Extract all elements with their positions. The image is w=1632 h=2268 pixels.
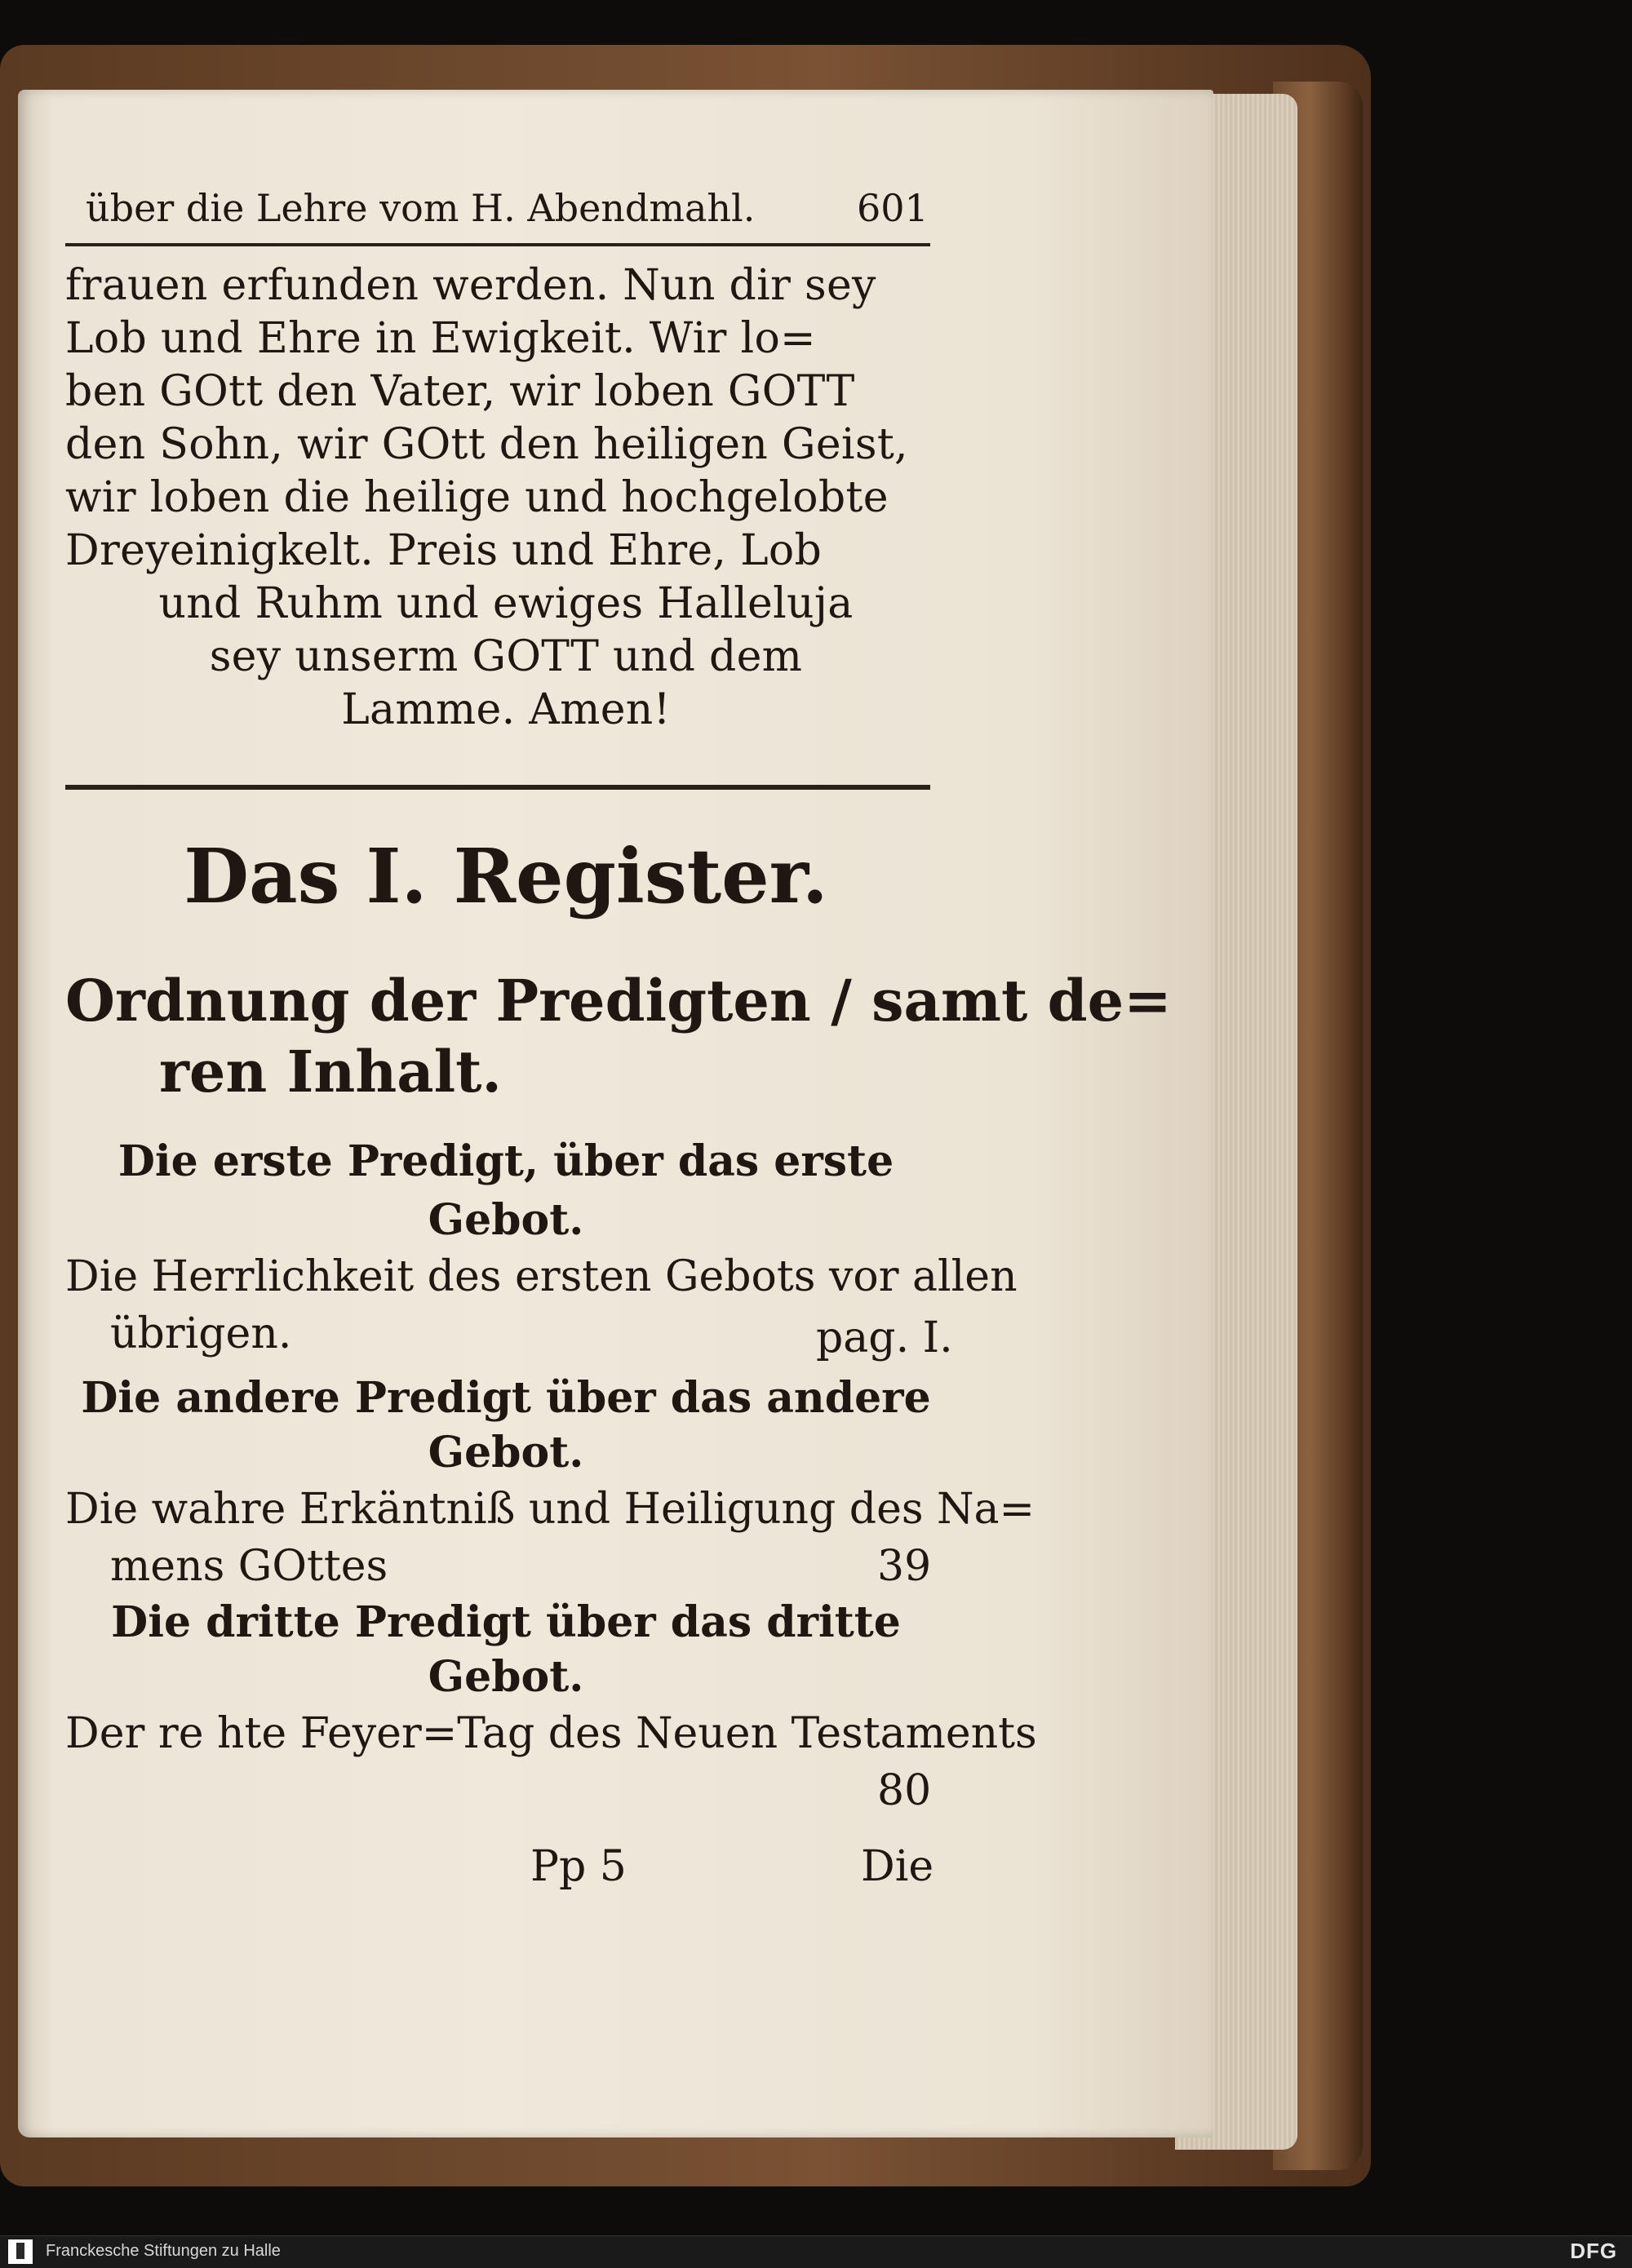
closing-line-3: ben GOtt den Vater, wir loben GOTT: [65, 367, 855, 416]
entry-2-heading-2: Gebot.: [428, 1428, 584, 1477]
folio-number: 601: [857, 186, 929, 230]
closing-line-1: frauen erfunden werden. Nun dir sey: [65, 261, 876, 310]
header-rule: [65, 243, 930, 246]
running-head: über die Lehre vom H. Abendmahl.: [86, 186, 756, 230]
entry-3-heading-1: Die dritte Predigt über das dritte: [111, 1597, 901, 1647]
section-rule: [65, 785, 930, 790]
entry-1-desc-2: übrigen.: [110, 1309, 292, 1358]
institution-logo-icon: [8, 2239, 33, 2264]
catchword: Die: [861, 1842, 934, 1891]
dfg-logo: DFG: [1570, 2239, 1617, 2263]
entry-1-desc-1: Die Herrlichkeit des ersten Gebots vor allen: [65, 1252, 1018, 1301]
closing-line-6: Dreyeinigkelt. Preis und Ehre, Lob: [65, 526, 823, 575]
closing-centered-2: sey unserm GOTT und dem: [209, 632, 803, 681]
closing-centered-1: und Ruhm und ewiges Halleluja: [158, 579, 854, 628]
closing-centered-3: Lamme. Amen!: [341, 685, 671, 734]
entry-3-page: 80: [877, 1766, 932, 1815]
entry-1-heading-2: Gebot.: [428, 1195, 584, 1245]
entry-2-heading-1: Die andere Predigt über das andere: [81, 1373, 931, 1423]
register-subtitle-1: Ordnung der Predigten / samt de=: [65, 967, 1172, 1034]
closing-line-2: Lob und Ehre in Ewigkeit. Wir lo=: [65, 314, 816, 363]
entry-2-page: 39: [877, 1542, 932, 1591]
closing-line-4: den Sohn, wir GOtt den heiligen Geist,: [65, 420, 908, 469]
entry-3-heading-2: Gebot.: [428, 1652, 584, 1702]
entry-3-desc-1: Der re hte Feyer=Tag des Neuen Testaments: [65, 1709, 1037, 1758]
entry-2-desc-2: mens GOttes: [110, 1542, 388, 1591]
register-title: Das I. Register.: [184, 832, 828, 920]
entry-1-page: pag. I.: [816, 1313, 953, 1362]
signature-mark: Pp 5: [530, 1842, 627, 1891]
register-subtitle-2: ren Inhalt.: [159, 1038, 502, 1105]
institution-name: Franckesche Stiftungen zu Halle: [46, 2242, 281, 2260]
entry-2-desc-1: Die wahre Erkäntniß und Heiligung des Na=: [65, 1485, 1036, 1534]
closing-line-5: wir loben die heilige und hochgelobte: [65, 473, 889, 522]
entry-1-heading-1: Die erste Predigt, über das erste: [118, 1136, 894, 1186]
